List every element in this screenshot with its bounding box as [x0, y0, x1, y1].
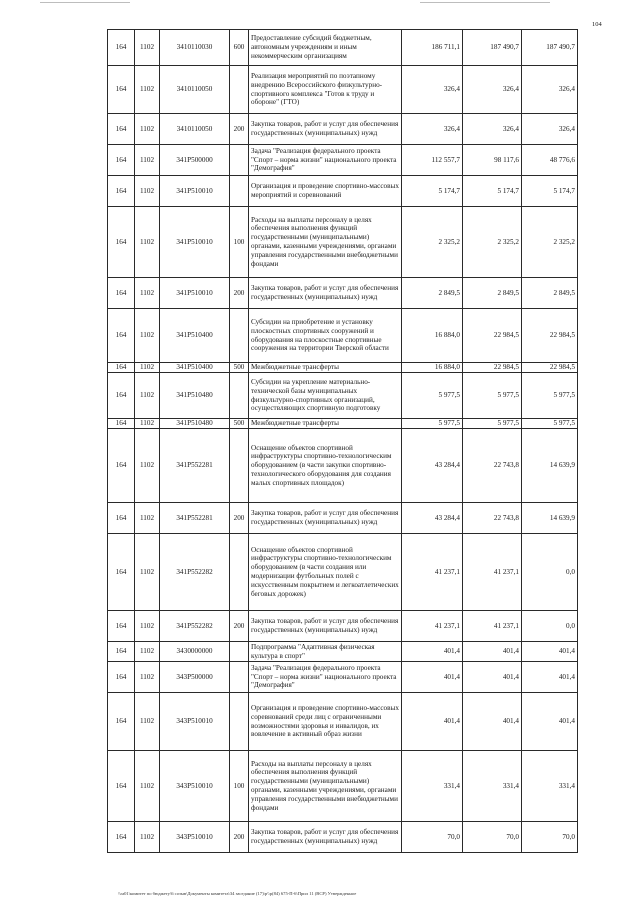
- item-name-cell: Субсидии на укрепление материально-технической базы муниципальных физкультурно-спортивных организаций, осуществляющих спортивную подготовку: [249, 373, 402, 419]
- section-code-cell: 1102: [135, 363, 160, 373]
- table-row: [108, 534, 578, 611]
- ved-code-cell: 164: [108, 534, 135, 611]
- target-article-cell: 341P552281: [160, 429, 230, 503]
- target-article-cell: 3430000000: [160, 642, 230, 662]
- amount-year1-cell: 43 284,4: [402, 429, 463, 503]
- ved-code-cell: 164: [108, 207, 135, 278]
- amount-year3-cell: 0,0: [522, 611, 578, 642]
- amount-year2-cell: 5 174,7: [463, 176, 522, 207]
- amount-year1-cell: 5 174,7: [402, 176, 463, 207]
- table-row: [108, 751, 578, 822]
- target-article-cell: 343P510010: [160, 693, 230, 751]
- amount-year2-cell: 2 849,5: [463, 278, 522, 309]
- section-code-cell: 1102: [135, 207, 160, 278]
- amount-year2-cell: 401,4: [463, 662, 522, 693]
- section-code-cell: 1102: [135, 611, 160, 642]
- amount-year2-cell: 5 977,5: [463, 373, 522, 419]
- expense-type-cell: [230, 145, 249, 176]
- amount-year1-cell: 2 849,5: [402, 278, 463, 309]
- amount-year3-cell: 401,4: [522, 642, 578, 662]
- section-code-cell: 1102: [135, 419, 160, 429]
- target-article-cell: 3410110030: [160, 30, 230, 66]
- amount-year1-cell: 401,4: [402, 693, 463, 751]
- amount-year3-cell: 331,4: [522, 751, 578, 822]
- ved-code-cell: 164: [108, 503, 135, 534]
- amount-year1-cell: 326,4: [402, 66, 463, 114]
- expense-type-cell: 200: [230, 611, 249, 642]
- expense-type-cell: [230, 662, 249, 693]
- budget-table: [107, 29, 578, 853]
- amount-year2-cell: 401,4: [463, 642, 522, 662]
- amount-year1-cell: 41 237,1: [402, 534, 463, 611]
- target-article-cell: 341P510010: [160, 176, 230, 207]
- section-code-cell: 1102: [135, 66, 160, 114]
- item-name-cell: Подпрограмма "Адаптивная физическая культура в спорт": [249, 642, 402, 662]
- file-path-footer: \\ra01\комитет по бюджету\6 созыв\Документы комитета\34 заседание (17)\р\\р(84) 675-П-6\Прил 11 (ВСР) Утвержденное: [118, 891, 357, 896]
- table-row: [108, 429, 578, 503]
- ved-code-cell: 164: [108, 429, 135, 503]
- expense-type-cell: 500: [230, 419, 249, 429]
- section-code-cell: 1102: [135, 429, 160, 503]
- amount-year1-cell: 2 325,2: [402, 207, 463, 278]
- target-article-cell: 3410110050: [160, 114, 230, 145]
- section-code-cell: 1102: [135, 309, 160, 363]
- amount-year3-cell: 22 984,5: [522, 309, 578, 363]
- target-article-cell: 341P552282: [160, 534, 230, 611]
- amount-year3-cell: 14 639,9: [522, 429, 578, 503]
- amount-year1-cell: 43 284,4: [402, 503, 463, 534]
- item-name-cell: Закупка товаров, работ и услуг для обеспечения государственных (муниципальных) нужд: [249, 114, 402, 145]
- expense-type-cell: [230, 176, 249, 207]
- ved-code-cell: 164: [108, 176, 135, 207]
- table-row: [108, 309, 578, 363]
- expense-type-cell: 200: [230, 822, 249, 853]
- ved-code-cell: 164: [108, 642, 135, 662]
- scan-artifact-line: [40, 2, 130, 3]
- table-row: [108, 30, 578, 66]
- section-code-cell: 1102: [135, 534, 160, 611]
- item-name-cell: Оснащение объектов спортивной инфраструктуры спортивно-технологическим оборудованием (в части создания или модернизации футбольных полей с искусственным покрытием и легкоатлетических беговых дорожек): [249, 534, 402, 611]
- page-number: 104: [592, 21, 602, 28]
- amount-year3-cell: 2 849,5: [522, 278, 578, 309]
- ved-code-cell: 164: [108, 309, 135, 363]
- amount-year2-cell: 98 117,6: [463, 145, 522, 176]
- item-name-cell: Предоставление субсидий бюджетным, автономным учреждениям и иным некоммерческим организациям: [249, 30, 402, 66]
- amount-year3-cell: 14 639,9: [522, 503, 578, 534]
- amount-year3-cell: 326,4: [522, 114, 578, 145]
- table-row: [108, 662, 578, 693]
- amount-year2-cell: 22 743,8: [463, 503, 522, 534]
- table-row: [108, 503, 578, 534]
- ved-code-cell: 164: [108, 751, 135, 822]
- amount-year2-cell: 326,4: [463, 66, 522, 114]
- item-name-cell: Закупка товаров, работ и услуг для обеспечения государственных (муниципальных) нужд: [249, 503, 402, 534]
- target-article-cell: 341P552281: [160, 503, 230, 534]
- target-article-cell: 341P510480: [160, 419, 230, 429]
- table-row: [108, 642, 578, 662]
- expense-type-cell: [230, 309, 249, 363]
- amount-year1-cell: 112 557,7: [402, 145, 463, 176]
- target-article-cell: 341P510400: [160, 363, 230, 373]
- amount-year2-cell: 5 977,5: [463, 419, 522, 429]
- section-code-cell: 1102: [135, 145, 160, 176]
- section-code-cell: 1102: [135, 503, 160, 534]
- item-name-cell: Закупка товаров, работ и услуг для обеспечения государственных (муниципальных) нужд: [249, 822, 402, 853]
- item-name-cell: Оснащение объектов спортивной инфраструктуры спортивно-технологическим оборудованием (в части закупки спортивно-технологического оборудования для создания малых спортивных площадок): [249, 429, 402, 503]
- amount-year1-cell: 5 977,5: [402, 373, 463, 419]
- amount-year2-cell: 401,4: [463, 693, 522, 751]
- item-name-cell: Задача "Реализация федерального проекта "Спорт – норма жизни" национального проекта "Демография": [249, 145, 402, 176]
- amount-year2-cell: 41 237,1: [463, 611, 522, 642]
- amount-year1-cell: 41 237,1: [402, 611, 463, 642]
- section-code-cell: 1102: [135, 373, 160, 419]
- table-row: [108, 207, 578, 278]
- section-code-cell: 1102: [135, 278, 160, 309]
- item-name-cell: Организация и проведение спортивно-массовых мероприятий и соревнований: [249, 176, 402, 207]
- item-name-cell: Организация и проведение спортивно-массовых соревнований среди лиц с ограниченными возможностями здоровья и инвалидов, их вовлечение в активный образ жизни: [249, 693, 402, 751]
- target-article-cell: 341P510480: [160, 373, 230, 419]
- amount-year3-cell: 401,4: [522, 662, 578, 693]
- amount-year1-cell: 326,4: [402, 114, 463, 145]
- table-row: [108, 419, 578, 429]
- expense-type-cell: [230, 373, 249, 419]
- amount-year3-cell: 22 984,5: [522, 363, 578, 373]
- table-row: [108, 114, 578, 145]
- expense-type-cell: 200: [230, 278, 249, 309]
- section-code-cell: 1102: [135, 822, 160, 853]
- amount-year1-cell: 186 711,1: [402, 30, 463, 66]
- table-row: [108, 611, 578, 642]
- item-name-cell: Расходы на выплаты персоналу в целях обеспечения выполнения функций государственными (муниципальными) органами, казенными учреждениями, органами управления государственными внебюджетными фондами: [249, 207, 402, 278]
- amount-year1-cell: 5 977,5: [402, 419, 463, 429]
- item-name-cell: Межбюджетные трансферты: [249, 363, 402, 373]
- target-article-cell: 343P510010: [160, 822, 230, 853]
- expense-type-cell: [230, 534, 249, 611]
- target-article-cell: 341P510010: [160, 207, 230, 278]
- expense-type-cell: [230, 642, 249, 662]
- expense-type-cell: 100: [230, 751, 249, 822]
- ved-code-cell: 164: [108, 662, 135, 693]
- item-name-cell: Расходы на выплаты персоналу в целях обеспечения выполнения функций государственными (муниципальными) органами, казенными учреждениями, органами управления государственными внебюджетными фондами: [249, 751, 402, 822]
- ved-code-cell: 164: [108, 822, 135, 853]
- amount-year1-cell: 401,4: [402, 642, 463, 662]
- item-name-cell: Задача "Реализация федерального проекта "Спорт – норма жизни" национального проекта "Демография": [249, 662, 402, 693]
- amount-year3-cell: 5 977,5: [522, 373, 578, 419]
- amount-year3-cell: 187 490,7: [522, 30, 578, 66]
- expense-type-cell: [230, 66, 249, 114]
- table-row: [108, 822, 578, 853]
- target-article-cell: 341P510400: [160, 309, 230, 363]
- target-article-cell: 3410110050: [160, 66, 230, 114]
- ved-code-cell: 164: [108, 611, 135, 642]
- amount-year3-cell: 2 325,2: [522, 207, 578, 278]
- expense-type-cell: 200: [230, 114, 249, 145]
- amount-year3-cell: 401,4: [522, 693, 578, 751]
- ved-code-cell: 164: [108, 363, 135, 373]
- target-article-cell: 343P500000: [160, 662, 230, 693]
- ved-code-cell: 164: [108, 419, 135, 429]
- item-name-cell: Субсидии на приобретение и установку плоскостных спортивных сооружений и оборудования на плоскостные спортивные сооружения на территории Тверской области: [249, 309, 402, 363]
- ved-code-cell: 164: [108, 66, 135, 114]
- section-code-cell: 1102: [135, 751, 160, 822]
- item-name-cell: Закупка товаров, работ и услуг для обеспечения государственных (муниципальных) нужд: [249, 611, 402, 642]
- section-code-cell: 1102: [135, 662, 160, 693]
- table-row: [108, 693, 578, 751]
- expense-type-cell: [230, 429, 249, 503]
- amount-year2-cell: 326,4: [463, 114, 522, 145]
- item-name-cell: Межбюджетные трансферты: [249, 419, 402, 429]
- amount-year1-cell: 331,4: [402, 751, 463, 822]
- table-row: [108, 176, 578, 207]
- target-article-cell: 341P500000: [160, 145, 230, 176]
- scan-artifact-line: [420, 2, 550, 3]
- ved-code-cell: 164: [108, 145, 135, 176]
- expense-type-cell: 200: [230, 503, 249, 534]
- amount-year3-cell: 0,0: [522, 534, 578, 611]
- amount-year2-cell: 22 984,5: [463, 363, 522, 373]
- amount-year2-cell: 41 237,1: [463, 534, 522, 611]
- table-row: [108, 278, 578, 309]
- amount-year1-cell: 401,4: [402, 662, 463, 693]
- expense-type-cell: 500: [230, 363, 249, 373]
- amount-year1-cell: 70,0: [402, 822, 463, 853]
- section-code-cell: 1102: [135, 642, 160, 662]
- target-article-cell: 343P510010: [160, 751, 230, 822]
- table-row: [108, 66, 578, 114]
- section-code-cell: 1102: [135, 693, 160, 751]
- target-article-cell: 341P510010: [160, 278, 230, 309]
- expense-type-cell: 100: [230, 207, 249, 278]
- expense-type-cell: [230, 693, 249, 751]
- amount-year2-cell: 70,0: [463, 822, 522, 853]
- amount-year3-cell: 48 776,6: [522, 145, 578, 176]
- table-row: [108, 373, 578, 419]
- amount-year3-cell: 326,4: [522, 66, 578, 114]
- amount-year2-cell: 2 325,2: [463, 207, 522, 278]
- section-code-cell: 1102: [135, 30, 160, 66]
- expense-type-cell: 600: [230, 30, 249, 66]
- amount-year3-cell: 5 174,7: [522, 176, 578, 207]
- amount-year2-cell: 187 490,7: [463, 30, 522, 66]
- ved-code-cell: 164: [108, 693, 135, 751]
- amount-year2-cell: 22 984,5: [463, 309, 522, 363]
- amount-year1-cell: 16 884,0: [402, 309, 463, 363]
- ved-code-cell: 164: [108, 114, 135, 145]
- table-row: [108, 363, 578, 373]
- amount-year1-cell: 16 884,0: [402, 363, 463, 373]
- section-code-cell: 1102: [135, 176, 160, 207]
- ved-code-cell: 164: [108, 373, 135, 419]
- item-name-cell: Реализация мероприятий по поэтапному внедрению Всероссийского физкультурно-спортивного комплекса "Готов к труду и обороне" (ГТО): [249, 66, 402, 114]
- amount-year3-cell: 70,0: [522, 822, 578, 853]
- amount-year3-cell: 5 977,5: [522, 419, 578, 429]
- amount-year2-cell: 331,4: [463, 751, 522, 822]
- ved-code-cell: 164: [108, 278, 135, 309]
- section-code-cell: 1102: [135, 114, 160, 145]
- ved-code-cell: 164: [108, 30, 135, 66]
- amount-year2-cell: 22 743,8: [463, 429, 522, 503]
- target-article-cell: 341P552282: [160, 611, 230, 642]
- budget-table-body: [108, 30, 578, 853]
- table-row: [108, 145, 578, 176]
- item-name-cell: Закупка товаров, работ и услуг для обеспечения государственных (муниципальных) нужд: [249, 278, 402, 309]
